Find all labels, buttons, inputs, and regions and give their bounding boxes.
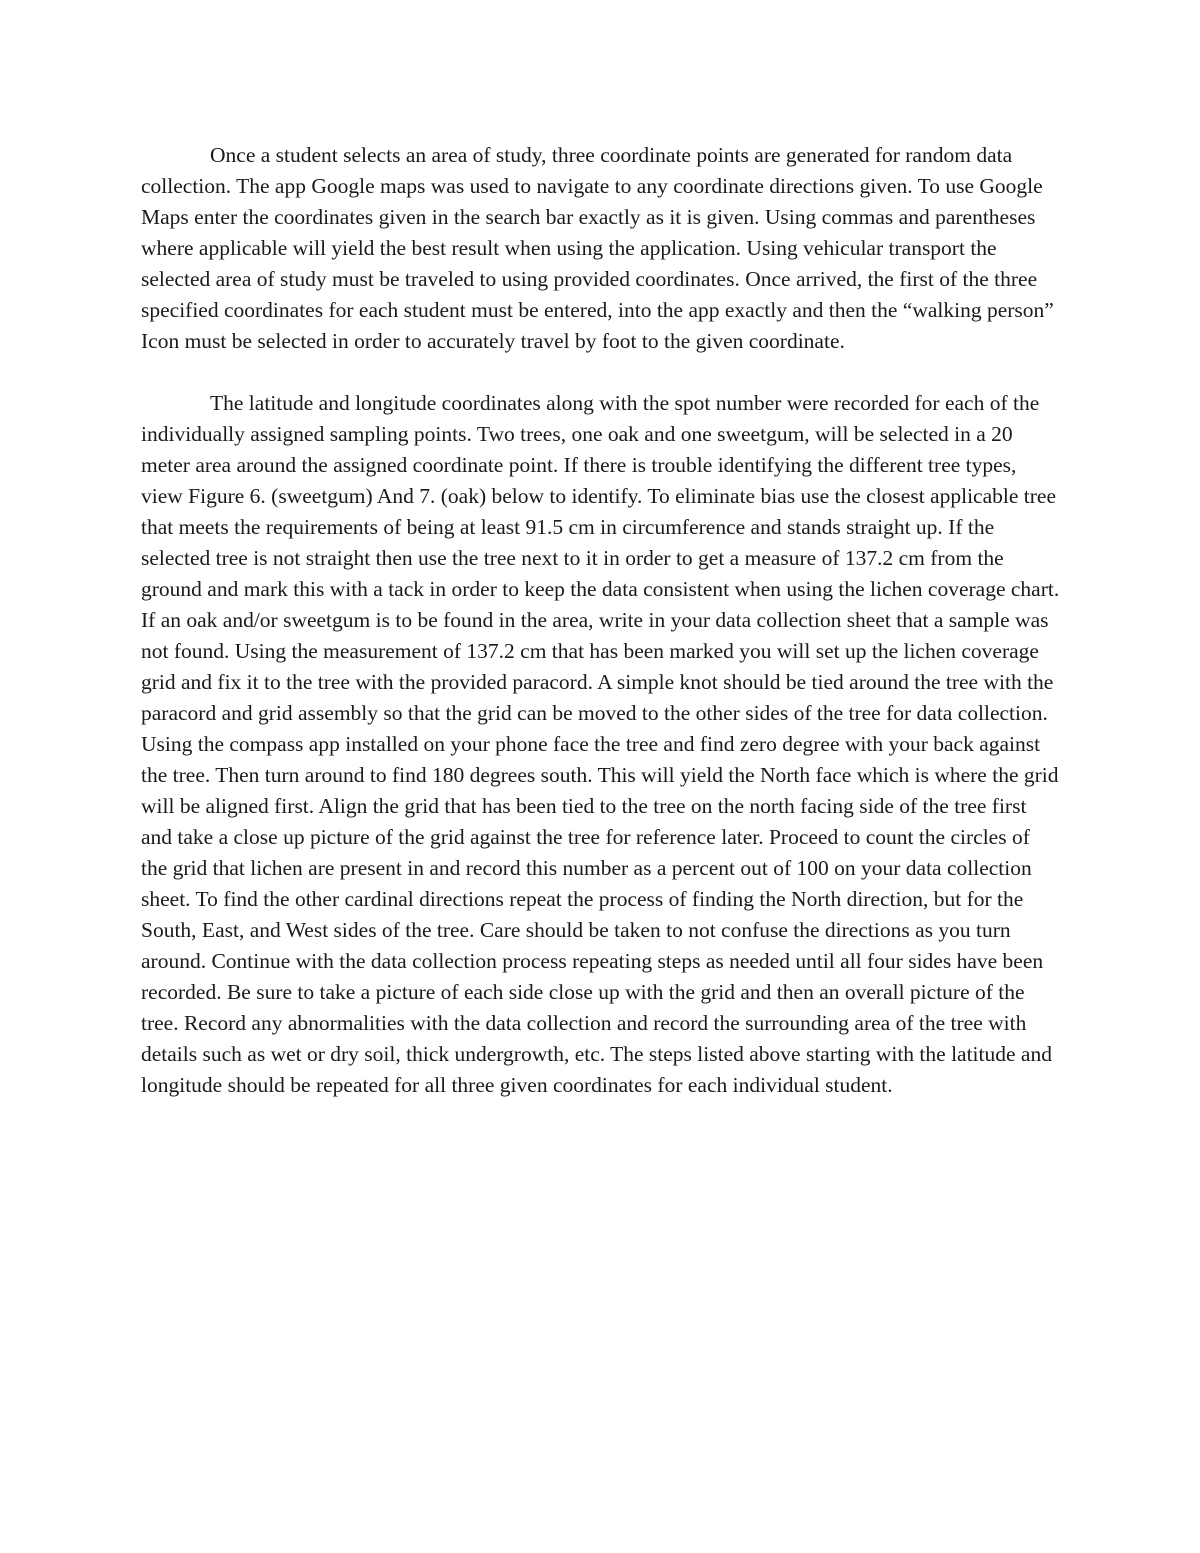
paragraph-data-collection: The latitude and longitude coordinates along with the spot number were recorded for each of the individually assigned sampling points. Two trees, one oak and one sweetgum, will be selected in a 20 meter area around the assigned coordinate point. If there is trouble identifying the different tree types, view Figure 6. (sweetgum) And 7. (oak) below to identify. To eliminate bias use the closest applicable tree that meets the requirements of being at least 91.5 cm in circumference and stands straight up. If the selected tree is not straight then use the tree next to it in order to get a measure of 137.2 cm from the ground and mark this with a tack in order to keep the data consistent when using the lichen coverage chart. If an oak and/or sweetgum is to be found in the area, write in your data collection sheet that a sample was not found. Using the measurement of 137.2 cm that has been marked you will set up the lichen coverage grid and fix it to the tree with the provided paracord. A simple knot should be tied around the tree with the paracord and grid assembly so that the grid can be moved to the other sides of the tree for data collection. Using the compass app installed on your phone face the tree and find zero degree with your back against the tree. Then turn around to find 180 degrees south. This will yield the North face which is where the grid will be aligned first. Align the grid that has been tied to the tree on the north facing side of the tree first and take a close up picture of the grid against the tree for reference later. Proceed to count the circles of the grid that lichen are present in and record this number as a percent out of 100 on your data collection sheet. To find the other cardinal directions repeat the process of finding the North direction, but for the South, East, and West sides of the tree. Care should be taken to not confuse the directions as you turn around. Continue with the data collection process repeating steps as needed until all four sides have been recorded. Be sure to take a picture of each side close up with the grid and then an overall picture of the tree. Record any abnormalities with the data collection and record the surrounding area of the tree with details such as wet or dry soil, thick undergrowth, etc. The steps listed above starting with the latitude and longitude should be repeated for all three given coordinates for each individual student. bbox=[141, 391, 1060, 1097]
paragraph-navigation: Once a student selects an area of study, three coordinate points are generated for random data collection. The app Google maps was used to navigate to any coordinate directions given. To use Google Maps enter the coordinates given in the search bar exactly as it is given. Using commas and parentheses where applicable will yield the best result when using the application. Using vehicular transport the selected area of study must be traveled to using provided coordinates. Once arrived, the first of the three specified coordinates for each student must be entered, into the app exactly and then the “walking person” Icon must be selected in order to accurately travel by foot to the given coordinate. bbox=[141, 143, 1054, 353]
document-body bbox=[141, 140, 1061, 1101]
